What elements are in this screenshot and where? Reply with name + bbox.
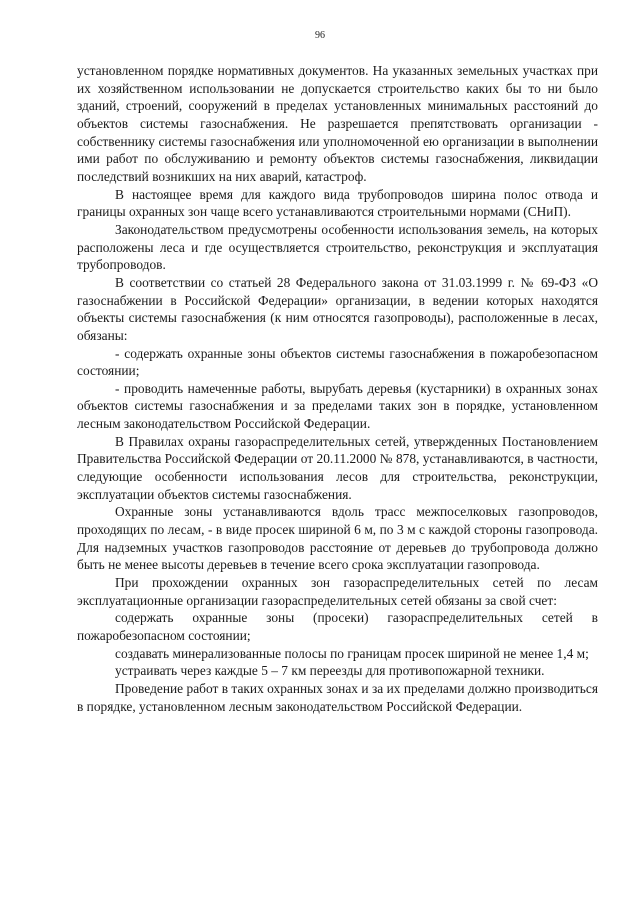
list-item: устраивать через каждые 5 – 7 км переезды для противопожарной техники. bbox=[115, 663, 545, 679]
list-item: содержать охранные зоны (просеки) газораспределительных сетей в пожаробезопасном состоянии; bbox=[77, 610, 598, 643]
page-number: 96 bbox=[315, 30, 325, 41]
list-item: - содержать охранные зоны объектов системы газоснабжения в пожаробезопасном состоянии; bbox=[77, 345, 598, 379]
paragraph: Проведение работ в таких охранных зонах и за их пределами должно производиться в порядке, установленном лесным законодательством Российской Федерации. bbox=[77, 680, 598, 714]
paragraph: Законодательством предусмотрены особенности использования земель, на которых расположены леса и где осуществляется строительство, реконструкция и эксплуатация трубопроводов. bbox=[77, 221, 598, 273]
paragraph: В настоящее время для каждого вида трубопроводов ширина полос отвода и границы охранных зон чаще всего устанавливаются строительными нормами (СНиП). bbox=[77, 186, 598, 220]
list-item: - проводить намеченные работы, вырубать деревья (кустарники) в охранных зонах объектов системы газоснабжения и за пределами таких зон в порядке, установленном лесным законодательством Российской Федерации. bbox=[77, 380, 598, 432]
list-item: создавать минерализованные полосы по границам просек шириной не менее 1,4 м; bbox=[115, 645, 589, 661]
paragraph: В соответствии со статьей 28 Федерального закона от 31.03.1999 г. № 69-ФЗ «О газоснабжении в Российской Федерации» организации, в ведении которых находятся объекты системы газоснабжения (к ним относятся газопроводы), расположенные в лесах, обязаны: bbox=[77, 274, 598, 343]
paragraph: При прохождении охранных зон газораспределительных сетей по лесам эксплуатационные организации газораспределительных сетей обязаны за свой счет: bbox=[77, 575, 598, 608]
body-text bbox=[77, 62, 598, 715]
paragraph: Охранные зоны устанавливаются вдоль трасс межпоселковых газопроводов, проходящих по лесам, - в виде просек шириной 6 м, по 3 м с каждой стороны газопровода. Для надземных участков газопроводов расстояние от деревьев до трубопровода должно быть не менее высоты деревьев в течение всего срока эксплуатации газопровода. bbox=[77, 504, 598, 573]
paragraph: В Правилах охраны газораспределительных сетей, утвержденных Постановлением Правительства Российской Федерации от 20.11.2000 № 878, устанавливаются, в частности, следующие особенности использования лесов для строительства, реконструкции, эксплуатации объектов системы газоснабжения. bbox=[77, 433, 598, 502]
paragraph: установленном порядке нормативных документов. На указанных земельных участках при их хозяйственном использовании не допускается строительство каких бы то ни было зданий, строений, сооружений в пределах установленных минимальных расстояний до объектов системы газоснабжения. Не разрешается препятствовать организации - собственнику системы газоснабжения или уполномоченной ею организации в выполнении ими работ по обслуживанию и ремонту объектов системы газоснабжения, ликвидации последствий возникших на них аварий, катастроф. bbox=[77, 63, 598, 184]
